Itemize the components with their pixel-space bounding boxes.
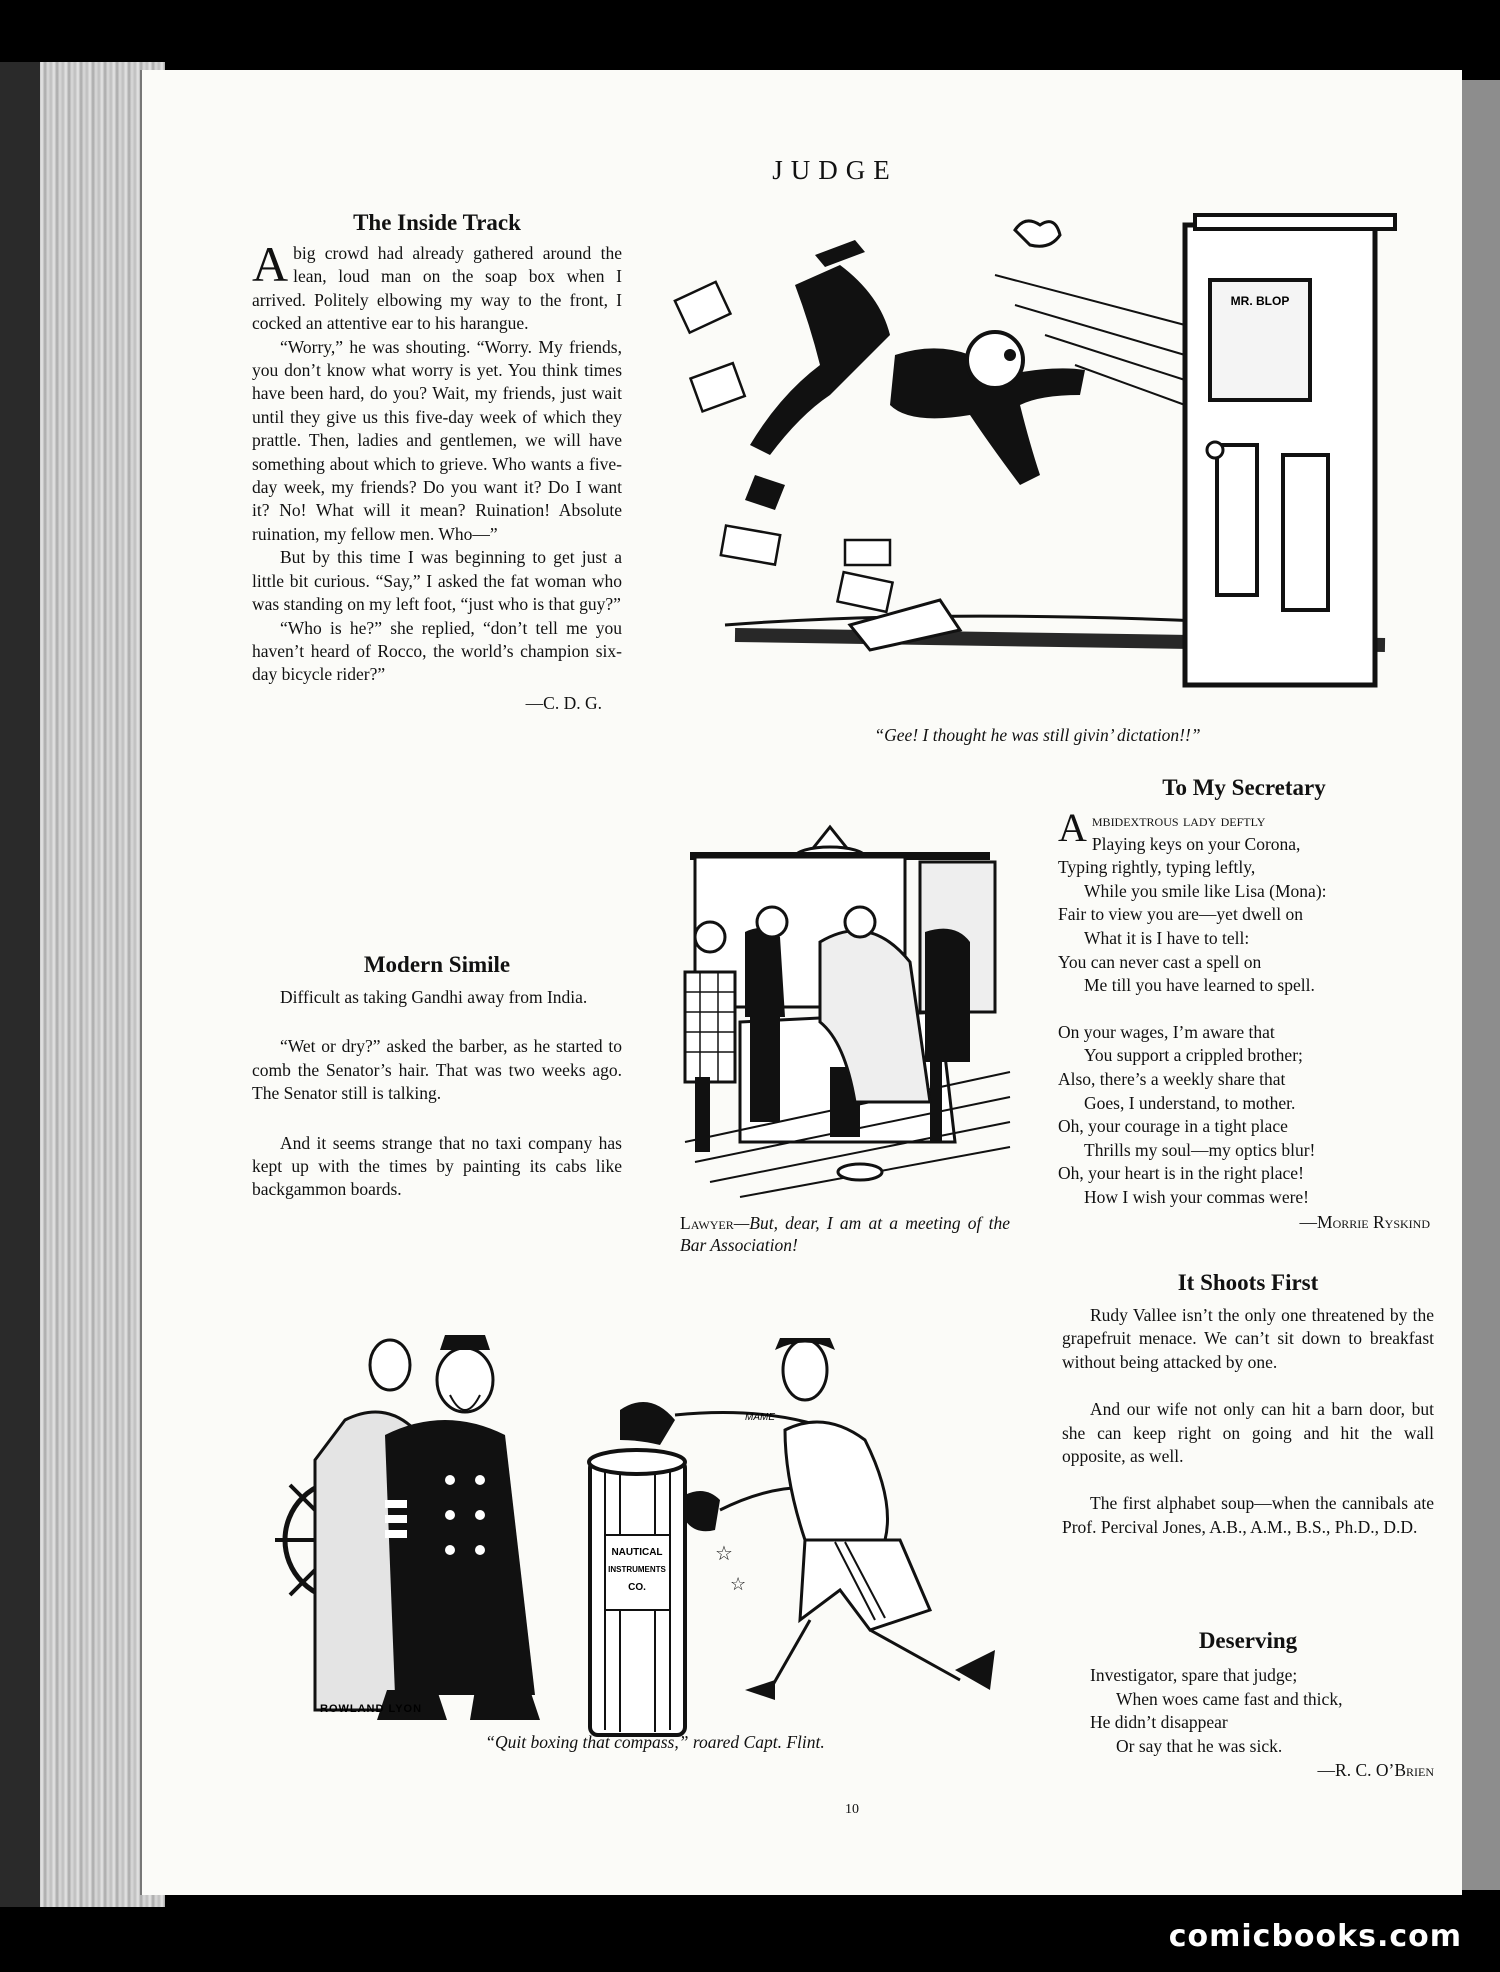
page-number: 10 <box>845 1802 859 1817</box>
poem-line: Or say that he was sick. <box>1116 1735 1283 1756</box>
poem-body <box>1062 1664 1434 1758</box>
article-body <box>1062 1304 1434 1539</box>
article-title: Modern Simile <box>363 952 511 977</box>
caption-speaker: Lawyer <box>680 1213 734 1233</box>
poem-line: Me till you have learned to spell. <box>1084 975 1315 996</box>
door-sign-text: MR. BLOP <box>1230 294 1290 308</box>
cartoon-caption: Lawyer—But, dear, I am at a meeting of the Bar Association! <box>680 1213 1010 1255</box>
poem-line: How I wish your commas were! <box>1084 1186 1310 1207</box>
signature: —R. C. O’Brien <box>1317 1760 1434 1781</box>
article-title: The Inside Track <box>353 210 521 235</box>
signature: —Morrie Ryskind <box>1299 1211 1430 1232</box>
paragraph: The first alphabet soup—when the cannibals ate Prof. Percival Jones, A.B., A.M., B.S., Ph.D., D.D. <box>1062 1493 1434 1537</box>
book-spine-shadow <box>0 62 40 1907</box>
svg-text:☆: ☆ <box>715 1541 733 1565</box>
cartoon-office-door <box>665 205 1410 745</box>
poem-line: Oh, your heart is in the right place! <box>1058 1163 1304 1184</box>
poem-line: Investigator, spare that judge; <box>1090 1665 1298 1685</box>
poem-line: When woes came fast and thick, <box>1116 1688 1343 1709</box>
svg-text:☆: ☆ <box>730 1574 747 1595</box>
article-inside-track <box>252 210 622 714</box>
poem-title: To My Secretary <box>1162 775 1326 800</box>
poem-line: Thrills my soul—my optics blur! <box>1084 1139 1316 1160</box>
artist-signature: ROWLAND LYON <box>320 1703 423 1715</box>
cartoon-caption: “Gee! I thought he was still givin’ dictation!!” <box>874 725 1201 745</box>
paragraph: “Wet or dry?” asked the barber, as he started to comb the Senator’s hair. That was two weeks ago. The Senator still is talking. <box>252 1036 622 1104</box>
poem-line: Goes, I understand, to mother. <box>1084 1092 1296 1113</box>
poem-line: What it is I have to tell: <box>1084 927 1250 948</box>
article-body <box>252 236 622 687</box>
masthead: JUDGE <box>772 155 898 185</box>
poem-line: You support a crippled brother; <box>1084 1045 1303 1066</box>
poem-line: He didn’t disappear <box>1090 1712 1228 1733</box>
paragraph: Rudy Vallee isn’t the only one threatened by the grapefruit menace. We can’t sit down to breakfast without being attacked by one. <box>1062 1305 1434 1372</box>
watermark: comicbooks.com <box>1168 1919 1462 1954</box>
box-label-3: CO. <box>628 1582 646 1593</box>
paragraph: And our wife not only can hit a barn door, but she can keep right on going and hit the wall opposite, as well. <box>1062 1399 1434 1467</box>
tattoo-text: MAME <box>745 1412 775 1423</box>
poem-line: On your wages, I’m aware that <box>1058 1021 1275 1042</box>
cartoon-bar-association <box>680 812 1020 1255</box>
poem-title: Deserving <box>1198 1628 1298 1653</box>
poem-line: Ambidextrous lady deftly <box>1058 805 1266 850</box>
paragraph: But by this time I was beginning to get just a little bit curious. “Say,” I asked the fat woman who was standing on my left foot, “just who is that guy?” <box>252 547 622 615</box>
poem-line: While you smile like Lisa (Mona): <box>1084 880 1327 901</box>
paragraph: “Worry,” he was shouting. “Worry. My friends, you don’t know what worry is yet. You think times have been hard, do you? Wait, my friends, just wait until they give us this five-day week of which they prattle. Then, ladies and gentlemen, we will have something about which to grieve. Who wants a five-day week, my friends? Do you want it? Do I want it? No! What will it mean? Ruination! Absolute ruination, my fellow men. Who—” <box>252 336 622 544</box>
poem-to-my-secretary <box>1058 775 1430 1233</box>
poem-line: Playing keys on your Corona, <box>1091 833 1301 854</box>
paragraph: Abig crowd had already gathered around the lean, loud man on the soap box when I arrived. Politely elbowing my way to the front, I cocked an attentive ear to his harangue. <box>252 236 622 334</box>
box-label-1: NAUTICAL <box>611 1547 663 1558</box>
poem-body <box>1058 805 1430 1210</box>
cartoon-caption: “Quit boxing that compass,” roared Capt. Flint. <box>485 1732 825 1752</box>
poem-line: Fair to view you are—yet dwell on <box>1058 904 1303 925</box>
poem-line: You can never cast a spell on <box>1058 951 1262 972</box>
poem-line: Also, there’s a weekly share that <box>1058 1068 1286 1089</box>
article-modern-simile <box>252 952 622 1202</box>
article-body <box>252 986 622 1202</box>
drop-cap: A <box>252 236 289 292</box>
article-title: It Shoots First <box>1177 1270 1319 1295</box>
poem-deserving <box>1062 1628 1434 1781</box>
paragraph: “Who is he?” she replied, “don’t tell me you haven’t heard of Rocco, the world’s champion six-day bicycle rider?” <box>252 617 622 685</box>
drop-cap: A <box>1058 805 1087 850</box>
poem-line: Oh, your courage in a tight place <box>1058 1116 1288 1137</box>
poem-line: Typing rightly, typing leftly, <box>1058 857 1256 878</box>
signature: —C. D. G. <box>525 692 602 713</box>
book-right-binding <box>1456 80 1500 1890</box>
article-it-shoots-first <box>1062 1270 1434 1539</box>
cartoon-nautical-compass <box>275 1320 1035 1760</box>
paragraph: And it seems strange that no taxi company has kept up with the times by painting its cabs like backgammon boards. <box>252 1132 622 1200</box>
box-label-2: INSTRUMENTS <box>608 1565 666 1574</box>
paragraph: Difficult as taking Gandhi away from India. <box>280 987 588 1007</box>
